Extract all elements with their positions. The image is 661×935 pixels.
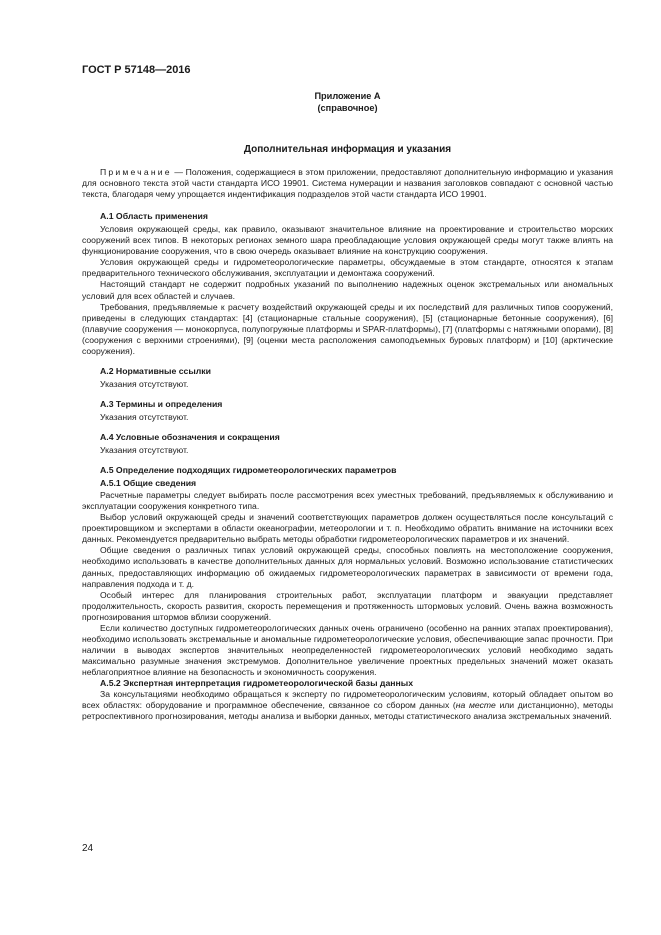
main-title: Дополнительная информация и указания	[243, 144, 452, 155]
a1-paragraph-4: Требования, предъявляемые к расчету воздействий окружающей среды и их последствий для различных типов сооружений, приведены в следующих стандартах: [4] (стационарные стальные сооружения), [5] (стационарные бетонные сооружения), [6] (плавучие сооружения — монокорпуса, полупогружные платформы и SPAR-платформы), [7] (платформы с натяжными опорами), [8] (сооружения с верхними строениями), [9] (оценки места расположения самоподъемных буровых платформ) и [10] (арктические сооружения).	[82, 301, 613, 356]
a1-paragraph-1: Условия окружающей среды, как правило, оказывают значительное влияние на проектирование и строительство морских сооружений всех типов. В некоторых регионах земного шара преобладающие условия окружающей среды могут также влиять на функционирование сооружения, что в свою очередь оказывает влияние на конструкцию сооружения.	[82, 224, 613, 257]
page-content	[82, 90, 613, 722]
a51-paragraph-5: Если количество доступных гидрометеорологических данных очень ограничено (особенно на ранних этапах проектирования), необходимо использовать экстремальные и аномальные гидрометеорологические условия, обеспечивающие запас прочности. При наличии в выводах экспертов значительных неопределенностей гидрометеорологических условий необходимо задать максимально разумные значения экстремумов. Дополнительное увеличение проектных предельных значений может оказать неблагоприятное влияние на безопасность и экономичность сооружения.	[82, 622, 613, 677]
page-number: 24	[82, 843, 94, 854]
note-lead: Примечание	[100, 167, 172, 178]
section-heading-a3: А.3 Термины и определения	[100, 398, 223, 409]
a51-paragraph-1: Расчетные параметры следует выбирать после рассмотрения всех уместных требований, предъявляемых к обслуживанию и эксплуатации сооружения конкретного типа.	[82, 490, 613, 512]
section-heading-a1: А.1 Область применения	[100, 211, 208, 222]
note-paragraph	[82, 167, 613, 200]
a51-paragraph-3: Общие сведения о различных типах условий окружающей среды, способных повлиять на местоположение сооружения, необходимо использовать в качестве дополнительных данных для нормальных условий. Возможно использование статистических данных, предоставляющих информацию об ожидаемых гидрометеорологических параметрах в зависимости от времени года, направления подхода и т. д.	[82, 545, 613, 589]
a2-text: Указания отсутствуют.	[100, 378, 189, 389]
section-heading-a5: А.5 Определение подходящих гидрометеорологических параметров	[100, 465, 397, 476]
a1-paragraph-2: Условия окружающей среды и гидрометеорологические параметры, обсуждаемые в этом стандарте, относятся к этапам предварительного технического обслуживания, эксплуатации и демонтажа сооружений.	[82, 257, 613, 279]
section-heading-a2: А.2 Нормативные ссылки	[100, 365, 211, 376]
subsection-heading-a52: А.5.2 Экспертная интерпретация гидрометеорологической базы данных	[100, 677, 414, 688]
appendix-title: Приложение А	[314, 91, 381, 101]
appendix-subtitle: (справочное)	[317, 103, 378, 113]
a52-text-start: За консультациями необходимо обращаться к эксперту по гидрометеорологическим условиям, который обладает опытом во всех областях: оборудование и программное обеспечение, связанное со сбором данных (	[82, 689, 613, 711]
a1-paragraph-3: Настоящий стандарт не содержит подробных указаний по выполнению надежных оценок экстремальных или аномальных условий для всех областей и случаев.	[82, 279, 613, 301]
a52-text-emphasis: на месте	[455, 700, 496, 711]
a51-paragraph-4: Особый интерес для планирования строительных работ, эксплуатации платформ и эвакуации представляет продолжительность, скорость развития, скорость перемещения и протяженность штормовых условий. Очень важна возможность прогнозирования штормов вблизи сооружений.	[82, 589, 613, 622]
section-heading-a4: А.4 Условные обозначения и сокращения	[100, 431, 280, 442]
note-text: — Положения, содержащиеся в этом приложении, предоставляют дополнительную информацию и указания для основного текста этой части стандарта ИСО 19901. Система нумерации и названия заголовков совпадают с основной частью текста, благодаря чему упрощается индентификация подразделов этой части стандарта ИСО 19901.	[82, 167, 613, 200]
a52-text-end: или дистанционно), методы ретроспективного прогнозирования, методы анализа и выборки данных, методы статистического анализа экстремальных значений.	[82, 700, 614, 722]
a3-text: Указания отсутствуют.	[100, 411, 189, 422]
standard-header: ГОСТ Р 57148—2016	[82, 64, 191, 76]
a51-paragraph-2: Выбор условий окружающей среды и значений соответствующих параметров должен осуществляться после консультаций с проектировщиком и экспертами в области океанографии, метеорологии и т. п. Необходимо обратить внимание на источники всех данных. Рекомендуется предварительно выбрать методы обработки гидрометеорологических параметров и их значений.	[82, 512, 613, 545]
a4-text: Указания отсутствуют.	[100, 445, 189, 456]
a52-paragraph-1	[82, 689, 613, 722]
subsection-heading-a51: А.5.1 Общие сведения	[100, 478, 197, 489]
